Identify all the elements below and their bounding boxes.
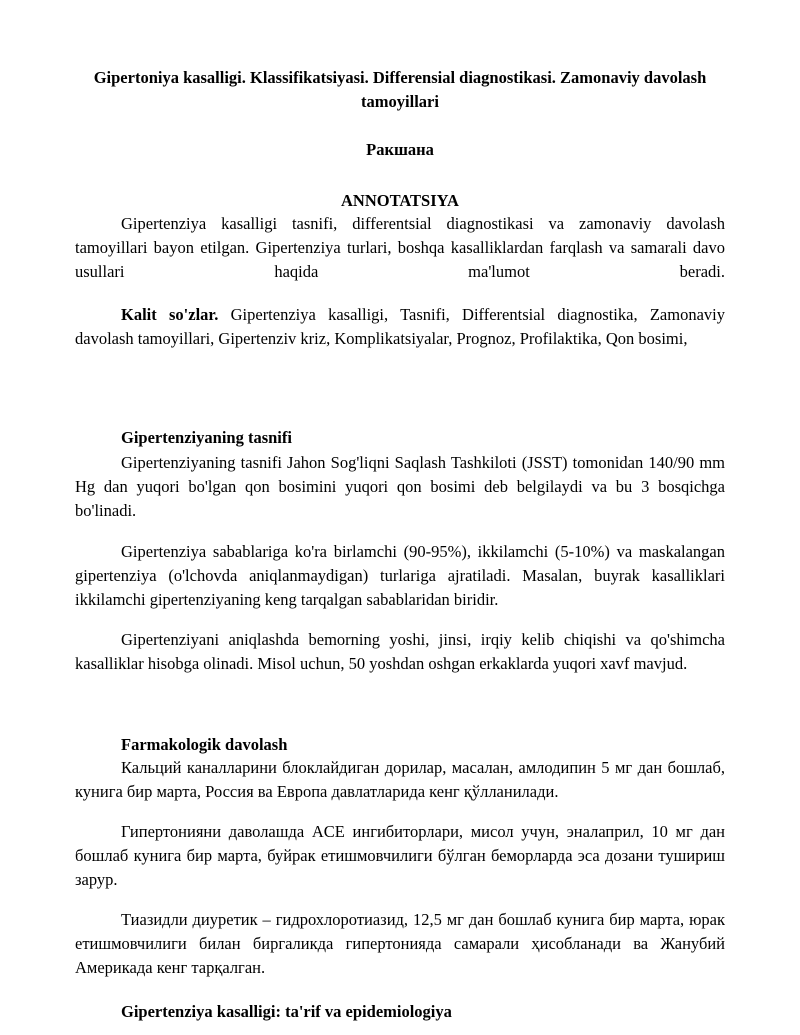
pharmacology-paragraph-1: Кальций каналларини блоклайдиган дорилар, масалан, амлодипин 5 мг дан бошлаб, кунига бир марта, Россия ва Европа давлатларида кенг қўлланилади. (75, 758, 725, 801)
section-heading-classification: Gipertenziyaning tasnifi (121, 428, 292, 447)
pharmacology-paragraph-2: Гипертонияни даволашда ACE ингибиторлари, мисол учун, эналаприл, 10 мг дан бошлаб кунига бир марта, буйрак етишмовчилиги бўлган беморларда эса дозани тушириш зарур. (75, 822, 725, 889)
annotation-heading: ANNOTATSIYA (341, 191, 459, 210)
keywords-paragraph (75, 303, 725, 351)
section-heading-definition: Gipertenziya kasalligi: ta'rif va epidemiologiya (121, 1002, 452, 1021)
keywords-text: Gipertenziya kasalligi, Tasnifi, Differentsial diagnostika, Zamonaviy davolash tamoyillari, Gipertenziv kriz, Komplikatsiyalar, Prognoz, Profilaktika, Qon bosimi, (75, 305, 725, 348)
classification-paragraph-1: Gipertenziyaning tasnifi Jahon Sog'liqni Saqlash Tashkiloti (JSST) tomonidan 140/90 mm Hg dan yuqori bo'lgan qon bosimini yuqori qon bosimi deb belgilaydi va bu 3 bosqichga bo'linadi. (75, 453, 725, 520)
classification-paragraph-2: Gipertenziya sabablariga ko'ra birlamchi (90-95%), ikkilamchi (5-10%) va maskalangan gipertenziya (o'lchovda aniqlanmaydigan) turlariga ajratiladi. Masalan, buyrak kasalliklari ikkilamchi gipertenziyaning keng tarqalgan sabablaridan biridir. (75, 542, 725, 609)
classification-paragraph-3: Gipertenziyani aniqlashda bemorning yoshi, jinsi, irqiy kelib chiqishi va qo'shimcha kasalliklar hisobga olinadi. Misol uchun, 50 yoshdan oshgan erkaklarda yuqori xavf mavjud. (75, 630, 725, 673)
keywords-label: Kalit so'zlar. (121, 305, 219, 324)
pharmacology-paragraph-3: Тиазидли диуретик – гидрохлоротиазид, 12,5 мг дан бошлаб кунига бир марта, юрак етишмовчилиги билан биргаликда гипертонияда самарали ҳисобланади ва Жанубий Америкада кенг тарқалган. (75, 910, 725, 977)
annotation-text: Gipertenziya kasalligi tasnifi, differentsial diagnostikasi va zamonaviy davolash tamoyillari bayon etilgan. Gipertenziya turlari, boshqa kasalliklardan farqlash va samarali davo usullari haqida ma'lumot beradi. (75, 214, 725, 281)
author-name: Ракшана (366, 140, 434, 159)
section-heading-pharmacology: Farmakologik davolash (121, 735, 288, 754)
document-title: Gipertoniya kasalligi. Klassifikatsiyasi. Differensial diagnostikasi. Zamonaviy davolash tamoyillari (93, 68, 707, 111)
